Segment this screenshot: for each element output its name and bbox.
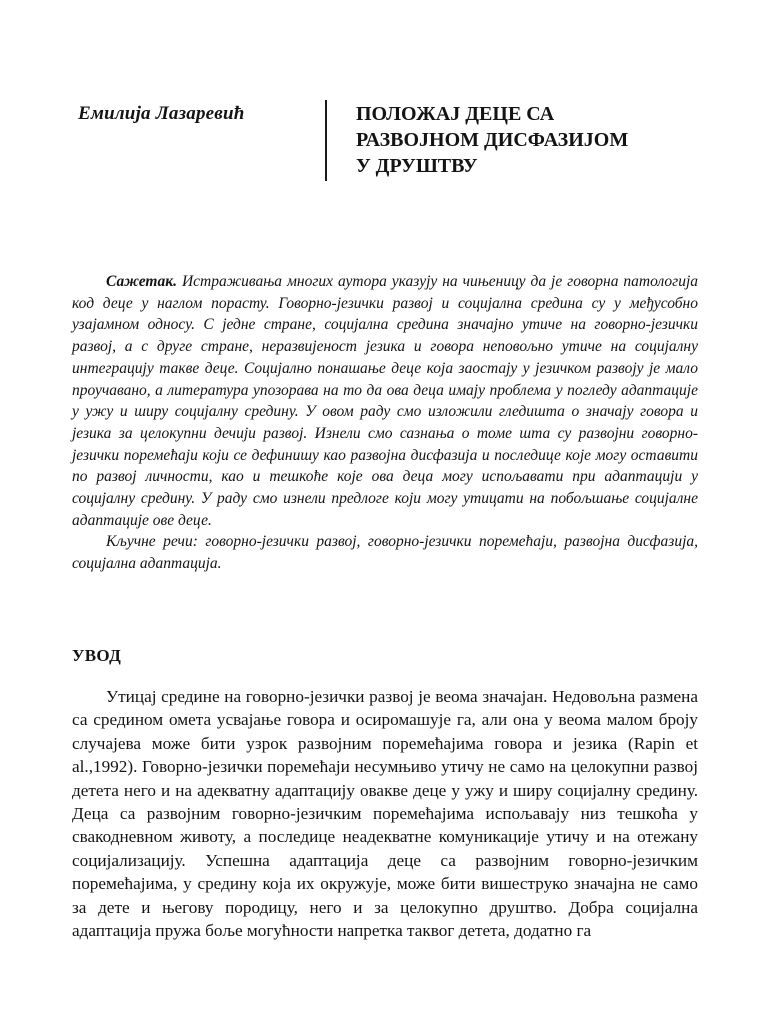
intro-paragraph: Утицај средине на говорно-језички развој је веома значајан. Недовољна размена са средином омета усвајање говора и осиромашује га, али она у веома малом броју случајева може бити узрок развојним поремећајима говора и језика (Rapin et al.,1992). Говорно-језички поремећаји несумњиво утичу не само на целокупни развој детета него и на адекватну адаптацију овакве деце у ужу и ширу социјалну средину. Деца са развојним говорно-језичким поремећајима испољавају низ тешкоћа у свакодневном животу, а последице неадекватне комуникације утичу и на отежану социјализацију. Успешна адаптација деце са развојним говорно-језичким поремећајима, у средину која их окружује, може бити вишеструко значајна не само за дете и његову породицу, него и за целокупно друштво. Добра социјална адаптација пружа боље могућности напретка таквог детета, додатно га [72,687,698,941]
title-line-1: ПОЛОЖАЈ ДЕЦЕ СА [356,103,555,125]
keywords-text: говорно-језички развој, говорно-језички поремећаји, развојна дисфазија, социјална адаптација. [72,533,699,573]
title-line-2: РАЗВОЈНОМ ДИСФАЗИЈОМ [356,129,629,151]
section-heading: УВОД [72,646,122,665]
keywords-paragraph [72,531,698,574]
abstract-text: Истраживања многих аутора указују на чињеницу да је говорна патологија код деце у наглом порасту. Говорно-језички развој и социјална средина су у међусобно узајамном односу. С једне стране, социјална средина значајно утиче на говорно-језички развој, а с друге стране, неразвијеност језика и говора неповољно утиче на социјалну интеграцију такве деце. Социјално понашање деце која заостају у језичком развоју је мало проучавано, а литература упозорава на то да ова деца имају проблема у погледу адаптације у ужу и ширу социјалну средину. У овом раду смо изложили гледишта о значају говора и језика за целокупни дечији развој. Изнели смо сазнања о томе шта су развојни говорно-језички поремећаји који се дефинишу као развојна дисфазија и последице које могу оставити по развој личности, као и тешкоће које ова деца могу испољавати при адаптацији у социјалну средину. У раду смо изнели предлоге који могу утицати на побољшање социјалне адаптације ове деце. [72,273,699,529]
abstract-label: Сажетак. [106,273,177,290]
abstract-paragraph [72,271,698,531]
title-line-3: У ДРУШТВУ [356,155,478,177]
header-divider [325,100,327,181]
keywords-label: Кључне речи: [106,533,198,551]
author-name: Емилија Лазаревић [78,103,245,124]
intro-body [72,685,698,942]
abstract [72,271,698,575]
article-title [356,101,736,179]
